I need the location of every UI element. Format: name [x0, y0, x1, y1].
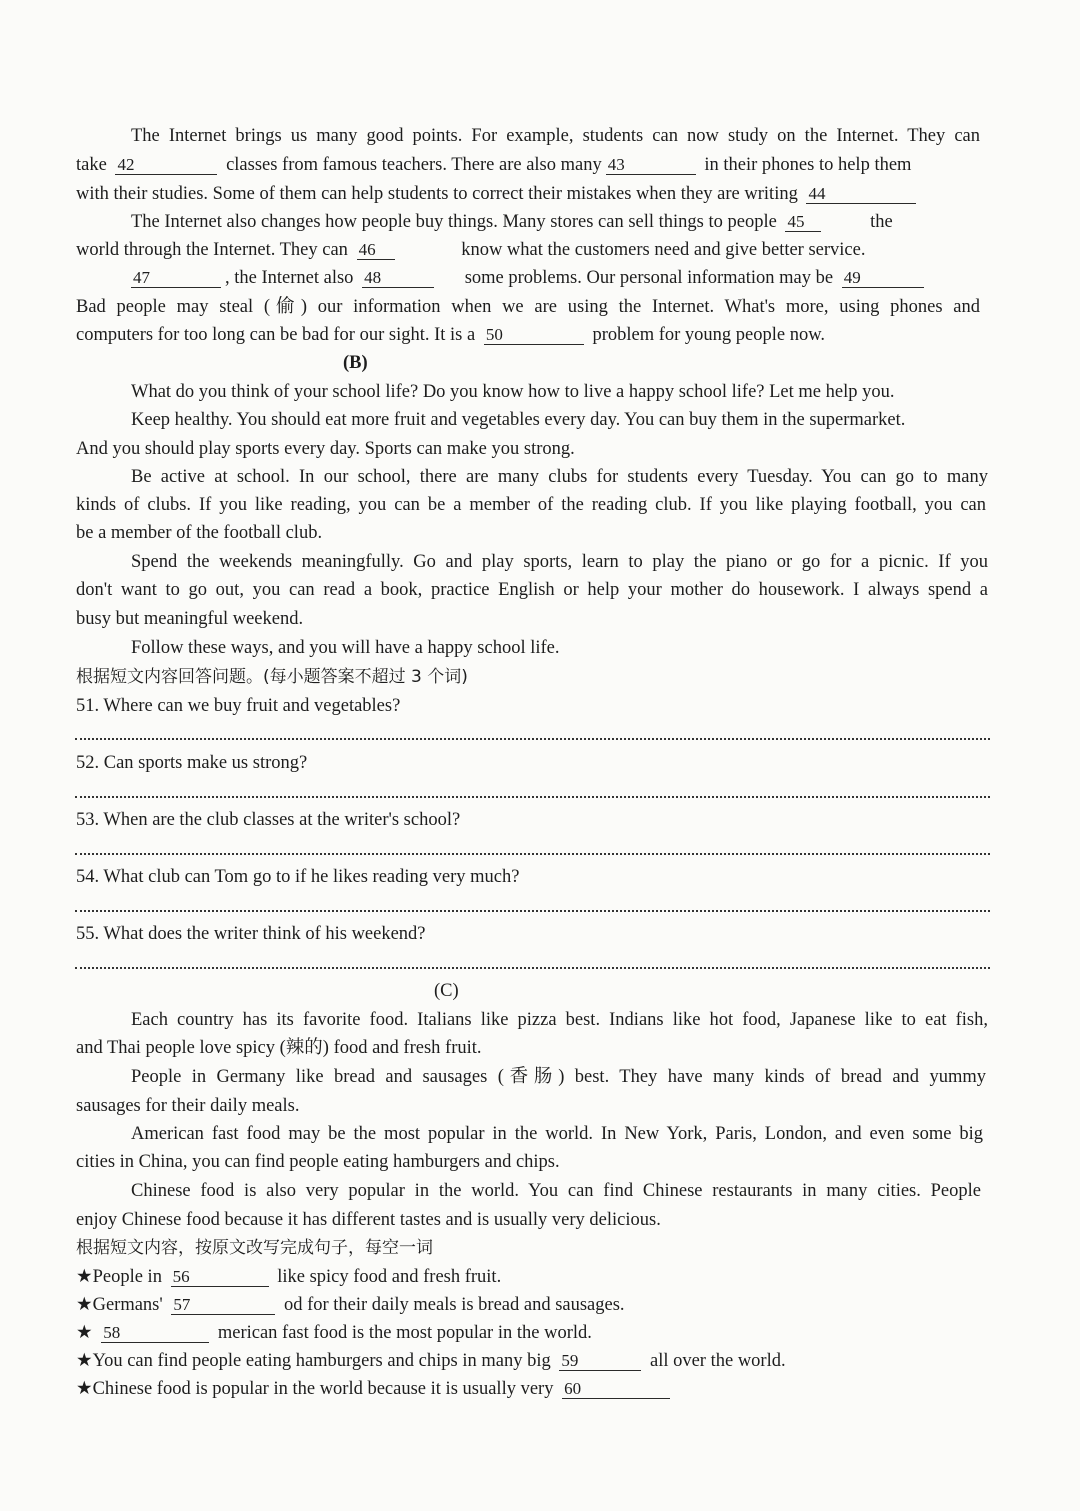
text: problem for young people now. — [592, 325, 826, 345]
passage-a-line-8 — [76, 323, 825, 347]
passage-a-line-4 — [131, 210, 893, 234]
paragraph-line: kinds of clubs. If you like reading, you can be a member of the reading club. If you like playing football, you can — [76, 495, 986, 515]
blank-50[interactable]: 50 — [484, 326, 584, 345]
answer-line-53[interactable] — [75, 853, 990, 855]
passage-a-line-1 — [131, 124, 980, 148]
text: od for their daily meals is bread and sausages. — [283, 1295, 625, 1315]
paragraph-line: And you should play sports every day. Sports can make you strong. — [76, 439, 575, 459]
text: with their studies. Some of them can help students to correct their mistakes when they are writing — [76, 184, 798, 204]
text: some problems. Our personal information may be — [464, 268, 834, 288]
paragraph-line: cities in China, you can find people eating hamburgers and chips. — [76, 1152, 560, 1172]
paragraph-line: enjoy Chinese food because it has different tastes and is usually very delicious. — [76, 1210, 661, 1230]
passage-a-line-6 — [131, 266, 928, 290]
paragraph-line: Be active at school. In our school, there are many clubs for students every Tuesday. You can go to many — [131, 467, 988, 487]
blank-47[interactable]: 47 — [131, 269, 221, 288]
text: world through the Internet. They can — [76, 240, 348, 260]
question-51: 51. Where can we buy fruit and vegetables? — [76, 696, 401, 716]
blank-57[interactable]: 57 — [171, 1296, 275, 1315]
paragraph-line: Chinese food is also very popular in the world. You can find Chinese restaurants in many cities. People — [131, 1181, 981, 1201]
paragraph-line: don't want to go out, you can read a book, practice English or help your mother do housework. I always spend a — [76, 580, 988, 600]
question-52: 52. Can sports make us strong? — [76, 753, 308, 773]
blank-60[interactable]: 60 — [562, 1380, 670, 1399]
text: the — [870, 212, 893, 232]
paragraph-line: sausages for their daily meals. — [76, 1096, 300, 1116]
answer-line-51[interactable] — [75, 738, 990, 740]
text: , the Internet also — [225, 268, 354, 288]
text: ★People in — [76, 1267, 162, 1287]
question-54: 54. What club can Tom go to if he likes reading very much? — [76, 867, 520, 887]
blank-42[interactable]: 42 — [115, 156, 217, 175]
answer-line-52[interactable] — [75, 796, 990, 798]
text: The Internet also changes how people buy things. Many stores can sell things to people — [131, 212, 777, 232]
answer-line-54[interactable] — [75, 910, 990, 912]
blank-48[interactable]: 48 — [362, 269, 434, 288]
text: ★Germans' — [76, 1295, 163, 1315]
paragraph-line: busy but meaningful weekend. — [76, 609, 304, 629]
text: ★Chinese food is popular in the world because it is usually very — [76, 1379, 554, 1399]
text: in their phones to help them — [704, 155, 912, 175]
section-heading-b: (B) — [343, 353, 368, 373]
text: The Internet brings us many good points. For example, students can now study on the Internet. They can — [131, 126, 980, 146]
blank-49[interactable]: 49 — [842, 269, 924, 288]
text: ★You can find people eating hamburgers and chips in many big — [76, 1351, 551, 1371]
item-58 — [76, 1321, 592, 1345]
blank-46[interactable]: 46 — [357, 241, 395, 260]
text: take — [76, 155, 107, 175]
blank-56[interactable]: 56 — [171, 1268, 269, 1287]
item-57 — [76, 1293, 625, 1317]
paragraph-line: American fast food may be the most popular in the world. In New York, Paris, London, and even some big — [131, 1124, 983, 1144]
instruction-b: 根据短文内容回答问题。(每小题答案不超过 3 个词) — [76, 667, 468, 687]
paragraph-line: Keep healthy. You should eat more fruit and vegetables every day. You can buy them in the supermarket. — [131, 410, 906, 430]
passage-a-line-2 — [76, 153, 911, 177]
text: Bad people may steal (偷) our information when we are using the Internet. What's more, using phones and — [76, 297, 980, 317]
item-56 — [76, 1265, 501, 1289]
paragraph-line: Each country has its favorite food. Italians like pizza best. Indians like hot food, Japanese like to eat fish, — [131, 1010, 988, 1030]
item-59 — [76, 1349, 786, 1373]
question-55: 55. What does the writer think of his weekend? — [76, 924, 426, 944]
paragraph-line: and Thai people love spicy (辣的) food and fresh fruit. — [76, 1038, 482, 1058]
text: classes from famous teachers. There are also many — [226, 155, 602, 175]
paragraph-line: People in Germany like bread and sausages (香肠) best. They have many kinds of bread and yummy — [131, 1067, 986, 1087]
blank-43[interactable]: 43 — [606, 156, 696, 175]
section-heading-c: (C) — [434, 981, 459, 1001]
text: know what the customers need and give better service. — [461, 240, 866, 260]
text: ★ — [76, 1323, 93, 1343]
text: merican fast food is the most popular in the world. — [217, 1323, 592, 1343]
blank-44[interactable]: 44 — [806, 185, 916, 204]
text: all over the world. — [649, 1351, 786, 1371]
question-53: 53. When are the club classes at the writer's school? — [76, 810, 461, 830]
instruction-c: 根据短文内容，按原文改写完成句子，每空一词 — [76, 1238, 433, 1258]
paragraph-line: be a member of the football club. — [76, 523, 323, 543]
blank-59[interactable]: 59 — [559, 1352, 641, 1371]
passage-a-line-3 — [76, 182, 920, 206]
item-60 — [76, 1377, 674, 1401]
text: like spicy food and fresh fruit. — [277, 1267, 502, 1287]
passage-a-line-7 — [76, 295, 980, 319]
paragraph-line: Follow these ways, and you will have a happy school life. — [131, 638, 560, 658]
text: computers for too long can be bad for our sight. It is a — [76, 325, 476, 345]
paragraph-line: Spend the weekends meaningfully. Go and play sports, learn to play the piano or go for a picnic. If you — [131, 552, 988, 572]
passage-a-line-5 — [76, 238, 865, 262]
answer-line-55[interactable] — [75, 967, 990, 969]
paragraph-line: What do you think of your school life? Do you know how to live a happy school life? Let me help you. — [131, 382, 895, 402]
blank-45[interactable]: 45 — [785, 213, 821, 232]
blank-58[interactable]: 58 — [101, 1324, 209, 1343]
